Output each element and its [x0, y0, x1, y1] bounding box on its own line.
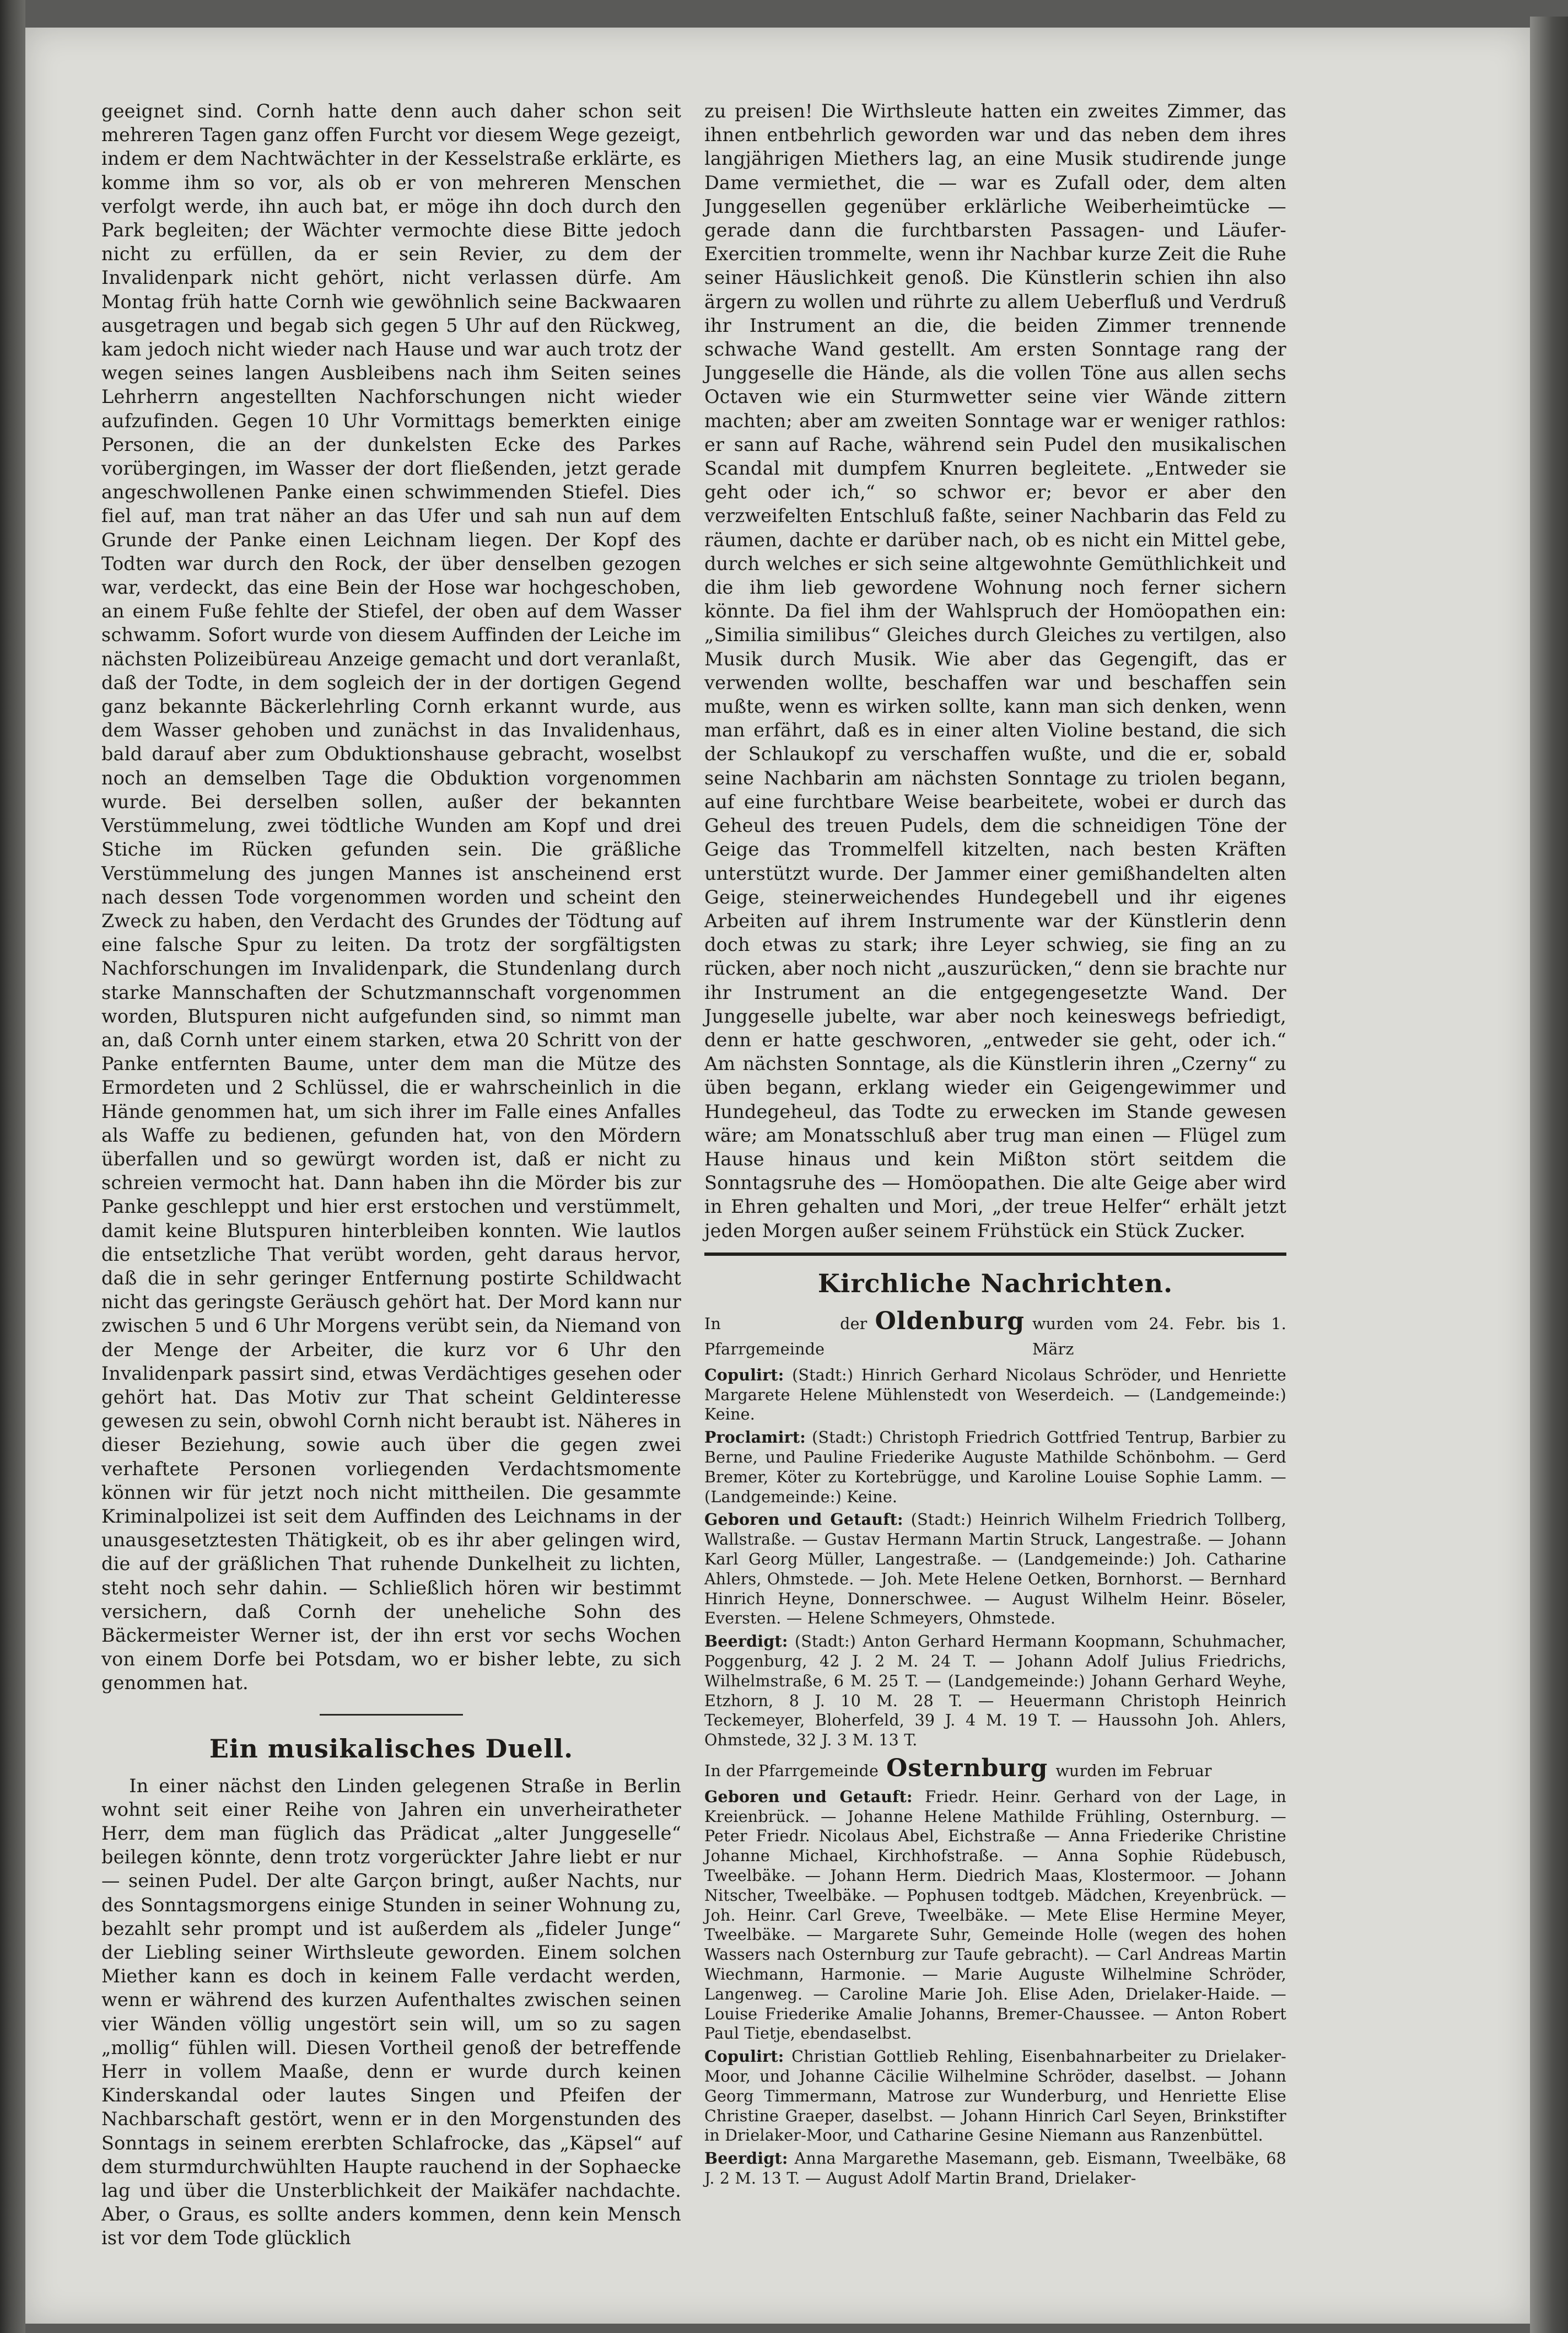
oldenburg-copulirt: [704, 1366, 1286, 1424]
beerdigt-text: Anna Margarethe Masemann, geb. Eismann, Tweelbäke, 68 J. 2 M. 13 T. — August Adolf Martin Brand, Drielaker-: [704, 2149, 1286, 2188]
osternburg-beerdigt: [704, 2149, 1286, 2189]
geboren-label: Geboren und Getauft:: [704, 1510, 903, 1529]
geboren-text: Friedr. Heinr. Gerhard von der Lage, in Kreienbrück. — Johanne Helene Mathilde Frühling, Osternburg. — Peter Friedr. Nicolaus Abel, Eichstraße — Anna Friederike Christine Johanne Michael, Kirchhofstraße. — Anna Sophie Rüdebusch, Tweelbäke. — Johann Herm. Diedrich Maas, Klostermoor. — Johann Nitscher, Tweelbäke. — Pophusen todtgeb. Mädchen, Kreyenbrück. — Joh. Heinr. Carl Greve, Tweelbäke. — Mete Elise Hermine Meyer, Tweelbäke. — Margarete Suhr, Gemeinde Holle (wegen des hohen Wassers nach Osternburg zur Taufe gebracht). — Carl Andreas Martin Wiechmann, Harmonie. — Marie Auguste Wilhelmine Schröder, Langenweg. — Caroline Marie Joh. Elise Aden, Drielaker-Haide. — Louise Friederike Amalie Johanns, Bremer-Chaussee. — Anton Robert Paul Tietje, ebendaselbst.: [704, 1787, 1286, 2043]
osternburg-parish-name: Osternburg: [886, 1754, 1048, 1782]
beerdigt-label: Beerdigt:: [704, 1632, 788, 1651]
beerdigt-text: (Stadt:) Anton Gerhard Hermann Koopmann, Schuhmacher, Poggenburg, 42 J. 2 M. 24 T. — Johann Adolf Julius Friedrichs, Wilhelmstraße, 6 M. 25 T. — (Landgemeinde:) Johann Gerhard Weyhe, Etzhorn, 8 J. 10 M. 28 T. — Heuermann Christoph Heinrich Teckemeyer, Bloherfeld, 39 J. 4 M. 19 T. — Haussohn Joh. Ahlers, Ohmstede, 32 J. 3 M. 13 T.: [704, 1632, 1286, 1750]
church-news-heading: Kirchliche Nachrichten.: [817, 1268, 1173, 1298]
duel-continued-paragraph: zu preisen! Die Wirthsleute hatten ein zweites Zimmer, das ihnen entbehrlich geworden war und das neben dem ihres langjährigen Miethers lag, an eine Musik studirende junge Dame vermiethet, die — war es Zufall oder, dem alten Junggesellen gegenüber erklärliche Weiberheimtücke — gerade dann die furchtbarsten Passagen- und Läufer-Exercitien trommelte, wenn ihr Nachbar kurze Zeit die Ruhe seiner Häuslichkeit genoß. Die Künstlerin schien ihn also ärgern zu wollen und rührte zu allem Ueberfluß und Verdruß ihr Instrument an die, die beiden Zimmer trennende schwache Wand gestellt. Am ersten Sonntage rang der Junggeselle die Hände, als die vollen Töne aus allen sechs Octaven wie ein Sturmwetter seine vier Wände zittern machten; aber am zweiten Sonntage war er weniger rathlos: er sann auf Rache, während sein Pudel den musikalischen Scandal mit dumpfem Knurren begleitete. „Entweder sie geht oder ich,“ so schwor er; bevor er aber den verzweifelten Entschluß faßte, seiner Nachbarin das Feld zu räumen, dachte er darüber nach, ob es nicht ein Mittel gebe, durch welches er sich seine altgewohnte Gemüthlichkeit und die ihm lieb gewordene Wohnung noch ferner sichern könnte. Da fiel ihm der Wahlspruch der Homöopathen ein: „Similia similibus“ Gleiches durch Gleiches zu vertilgen, also Musik durch Musik. Wie aber das Gegengift, das er verwenden wollte, beschaffen war und beschaffen sein mußte, wenn es wirken sollte, kann man sich denken, wenn man erfährt, daß es in einer alten Violine bestand, die sich der Schlaukopf zu verschaffen wußte, und die er, sobald seine Nachbarin am nächsten Sonntage zu triolen begann, auf eine furchtbare Weise bearbeitete, wobei er durch das Geheul des treuen Pudels, dem die schneidigen Töne der Geige das Trommelfell kitzelten, nach besten Kräften unterstützt wurde. Der Jammer einer gemißhandelten alten Geige, steinerweichendes Hundegebell und ihr eigenes Arbeiten auf ihrem Instrumente war der Künstlerin denn doch etwas zu stark; ihre Leyer schwieg, sie fing an zu rücken, aber noch nicht „auszurücken,“ denn sie brachte nur ihr Instrument an die entgegengesetzte Wand. Der Junggeselle jubelte, war aber noch keineswegs befriedigt, denn er hatte geschworen, „entweder sie geht, oder ich.“ Am nächsten Sonntage, als die Künstlerin ihren „Czerny“ zu üben begann, erklang wieder ein Geigengewimmer und Hundegeheul, das Todte zu erwecken im Stande gewesen wäre; am Monatsschluß aber trug man einen — Flügel zum Hause hinaus und kein Mißton stört seitdem die Sonntagsruhe des — Homöopathen. Die alte Geige aber wird in Ehren gehalten und Mori, „der treue Helfer“ erhält jetzt jeden Morgen außer seinem Frühstück ein Stück Zucker.: [704, 100, 1286, 1241]
section-rule: [704, 1252, 1286, 1256]
newspaper-page: [25, 28, 1530, 2324]
osternburg-copulirt: [704, 2047, 1286, 2146]
copulirt-text: (Stadt:) Hinrich Gerhard Nicolaus Schröder, und Henriette Margarete Helene Mühlenstedt von Weserdeich. — (Landgemeinde:) Keine.: [704, 1366, 1286, 1424]
proclamirt-label: Proclamirt:: [704, 1428, 806, 1447]
osternburg-geboren: [704, 1787, 1286, 2044]
scan-edge-right: [1530, 17, 1568, 2333]
beerdigt-label: Beerdigt:: [704, 2149, 788, 2168]
left-column: [101, 99, 681, 2250]
oldenburg-suffix: wurden vom 24. Febr. bis 1. März: [1032, 1314, 1286, 1358]
duel-paragraph: In einer nächst den Linden gelegenen Straße in Berlin wohnt seit einer Reihe von Jahren ein unverheiratheter Herr, dem man füglich das Prädicat „alter Junggeselle“ beilegen könnte, denn trotz vorgerückter Jahre liebt er nur — seinen Pudel. Der alte Garçon bringt, außer Nachts, nur des Sonntagsmorgens einige Stunden in seiner Wohnung zu, bezahlt sehr prompt und ist außerdem als „fideler Junge“ der Liebling seiner Wirthsleute geworden. Einem solchen Miether kann es doch in keinem Falle verdacht werden, wenn er während des kurzen Aufenthaltes zwischen seinen vier Wänden völlig ungestört sein will, um so zu sagen „mollig“ fühlen will. Diesen Vortheil genoß der betreffende Herr in vollem Maaße, denn er wurde durch keinen Kinderskandal oder lautes Singen und Pfeifen der Nachbarschaft gestört, wenn er in den Morgenstunden des Sonntags in seinem ererbten Schlafrocke, das „Käpsel“ auf dem sturmdurchwühlten Haupte rauchend in der Sophaecke lag und über die Unsterblichkeit der Maikäfer nachdachte. Aber, o Graus, es sollte anders kommen, denn kein Mensch ist vor dem Tode glücklich: [101, 1775, 681, 2249]
oldenburg-beerdigt: [704, 1632, 1286, 1750]
oldenburg-header: [704, 1309, 1286, 1362]
oldenburg-geboren: [704, 1510, 1286, 1628]
story-paragraph: geeignet sind. Cornh hatte denn auch daher schon seit mehreren Tagen ganz offen Furcht vor diesem Wege gezeigt, indem er dem Nachtwächter in der Kesselstraße erklärte, es komme ihm so vor, als ob er von mehreren Menschen verfolgt werde, ihn auch bat, er möge ihn doch durch den Park begleiten; der Wächter vermochte diese Bitte jedoch nicht zu erfüllen, da er sein Revier, zu dem der Invalidenpark nicht gehört, nicht verlassen dürfe. Am Montag früh hatte Cornh wie gewöhnlich seine Backwaaren ausgetragen und begab sich gegen 5 Uhr auf den Rückweg, kam jedoch nicht wieder nach Hause und war auch trotz der wegen seines langen Ausbleibens nach ihm Seiten seines Lehrherrn angestellten Nachforschungen nicht wieder aufzufinden. Gegen 10 Uhr Vormittags bemerkten einige Personen, die an der dunkelsten Ecke des Parkes vorübergingen, im Wasser der dort fließenden, jetzt gerade angeschwollenen Panke einen schwimmenden Stiefel. Dies fiel auf, man trat näher an das Ufer und sah nun auf dem Grunde der Panke einen Leichnam liegen. Der Kopf des Todten war durch den Rock, der über denselben gezogen war, verdeckt, das eine Bein der Hose war hochgeschoben, an einem Fuße fehlte der Stiefel, der oben auf dem Wasser schwamm. Sofort wurde von diesem Auffinden der Leiche im nächsten Polizeibüreau Anzeige gemacht und dort veranlaßt, daß der Todte, in dem sogleich der in der dortigen Gegend ganz bekannte Bäckerlehrling Cornh erkannt wurde, aus dem Wasser gehoben und zunächst in das Invalidenhaus, bald darauf aber zum Obduktionshause gebracht, woselbst noch an demselben Tage die Obduktion vorgenommen wurde. Bei derselben sollen, außer der bekannten Verstümmelung, zwei tödtliche Wunden am Kopf und drei Stiche im Rücken gefunden sein. Die gräßliche Verstümmelung des jungen Mannes ist anscheinend erst nach dessen Tode vorgenommen worden und scheint den Zweck zu haben, den Verdacht des Grundes der Tödtung auf eine falsche Spur zu leiten. Da trotz der sorgfältigsten Nachforschungen im Invalidenpark, die Stundenlang durch starke Mannschaften der Schutzmannschaft vorgenommen worden, Blutspuren nicht aufgefunden sind, so nimmt man an, daß Cornh unter einem starken, etwa 20 Schritt von der Panke entfernten Baume, unter dem man die Mütze des Ermordeten und 2 Schlüssel, die er wahrscheinlich in die Hände genommen hat, um sich ihrer im Falle eines Anfalles als Waffe zu bedienen, gefunden hat, von den Mördern überfallen und so gewürgt worden ist, daß er nicht zu schreien vermocht hat. Dann haben ihn die Mörder bis zur Panke geschleppt und hier erst erstochen und verstümmelt, damit keine Blutspuren hinterbleiben konnten. Wie lautlos die entsetzliche That verübt worden, geht daraus hervor, daß die in sehr geringer Entfernung postirte Schildwacht nicht das geringste Geräusch gehört hat. Der Mord kann nur zwischen 5 und 6 Uhr Morgens verübt sein, da Niemand von der Menge der Arbeiter, die kurz vor 6 Uhr den Invalidenpark passirt sind, etwas Verdächtiges gesehen oder gehört hat. Das Motiv zur That scheint Geldinteresse gewesen zu sein, obwohl Cornh nicht beraubt ist. Näheres in dieser Beziehung, sowie auch über die gegen zwei verhaftete Personen vorliegenden Verdachtsmomente können wir für jetzt noch nicht mittheilen. Die gesammte Kriminalpolizei ist seit dem Auffinden des Leichnams in der unausgesetztesten Thätigkeit, ob es ihr aber gelingen wird, die auf der gräßlichen That ruhende Dunkelheit zu lichten, steht noch sehr dahin. — Schließlich hören wir bestimmt versichern, daß Cornh der uneheliche Sohn des Bäckermeister Werner ist, der ihn erst vor sechs Wochen von einem Dorfe bei Potsdam, wo er bisher lebte, zu sich genommen hat.: [101, 100, 682, 1694]
copulirt-text: Christian Gottlieb Rehling, Eisenbahnarbeiter zu Drielaker-Moor, und Johanne Cäcilie Wilhelmine Schröder, daselbst. — Johann Georg Timmermann, Matrose zur Wunderburg, und Henriette Elise Christine Graeper, daselbst. — Johann Hinrich Carl Seyen, Brinkstifter in Drielaker-Moor, und Catharine Gesine Niemann aus Ranzenbüttel.: [704, 2047, 1287, 2145]
osternburg-suffix: wurden im Februar: [1055, 1761, 1212, 1780]
osternburg-header: [704, 1756, 1286, 1784]
scan-edge-left: [0, 0, 25, 2333]
oldenburg-parish-name: Oldenburg: [875, 1307, 1025, 1335]
section-divider: [320, 1714, 463, 1716]
copulirt-label: Copulirt:: [704, 1365, 784, 1384]
duel-heading: Ein musikalisches Duell.: [209, 1733, 574, 1764]
proclamirt-text: (Stadt:) Christoph Friedrich Gottfried Tentrup, Barbier zu Berne, und Pauline Friederike Auguste Mathilde Schönbohm. — Gerd Bremer, Köter zu Kortebrügge, und Karoline Louise Sophie Lamm. — (Landgemeinde:) Keine.: [704, 1428, 1287, 1506]
oldenburg-section: [704, 1309, 1286, 1750]
copulirt-label: Copulirt:: [704, 2047, 784, 2066]
oldenburg-prefix: In der Pfarrgemeinde: [704, 1314, 867, 1358]
osternburg-prefix: In der Pfarrgemeinde: [704, 1761, 879, 1780]
geboren-label: Geboren und Getauft:: [704, 1787, 913, 1806]
osternburg-section: [704, 1756, 1286, 2189]
oldenburg-proclamirt: [704, 1428, 1286, 1507]
right-column: [704, 99, 1286, 2189]
geboren-text: (Stadt:) Heinrich Wilhelm Friedrich Tollberg, Wallstraße. — Gustav Hermann Martin Struck, Langestraße. — Johann Karl Georg Müller, Langestraße. — (Landgemeinde:) Joh. Catharine Ahlers, Ohmstede. — Joh. Mete Helene Oetken, Bornhorst. — Bernhard Hinrich Heyne, Donnerschwee. — August Wilhelm Heinr. Böseler, Eversten. — Helene Schmeyers, Ohmstede.: [704, 1510, 1287, 1628]
